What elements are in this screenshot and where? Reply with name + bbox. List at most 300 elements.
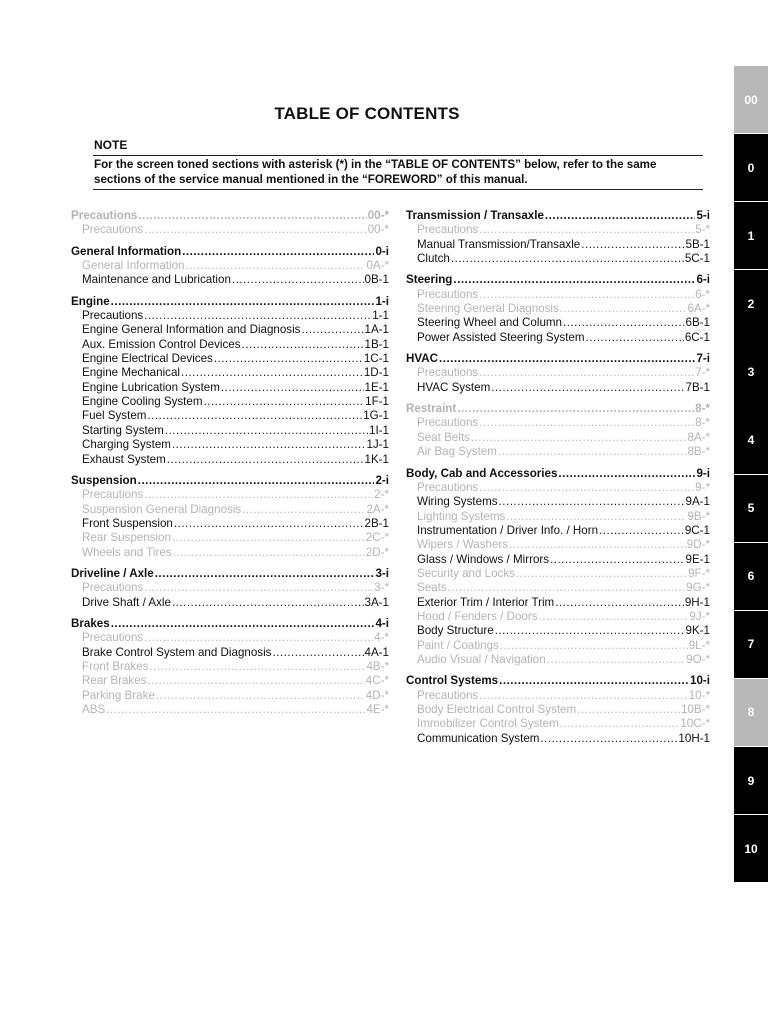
note-label: NOTE	[94, 138, 128, 152]
toc-entry[interactable]	[406, 288, 710, 302]
dot-leader	[182, 245, 374, 259]
toc-section-heading-label: Body, Cab and Accessories	[406, 466, 558, 480]
dot-leader	[555, 596, 684, 610]
dot-leader	[479, 288, 694, 302]
toc-entry[interactable]	[71, 488, 389, 502]
toc-entry-label: Maintenance and Lubrication	[82, 273, 231, 287]
dot-leader	[214, 352, 363, 366]
dot-leader	[491, 381, 684, 395]
toc-entry[interactable]	[406, 495, 710, 509]
toc-entry[interactable]	[71, 366, 389, 380]
toc-entry-page: 1D-1	[363, 366, 389, 380]
toc-entry-label: Precautions	[417, 480, 479, 494]
toc-section-heading-label: General Information	[71, 244, 182, 258]
toc-entry[interactable]	[406, 567, 710, 581]
toc-entry-label: Exterior Trim / Interior Trim	[417, 595, 555, 609]
toc-section-heading-label: Suspension	[71, 473, 137, 487]
dot-leader	[149, 660, 365, 674]
dot-leader	[560, 717, 680, 731]
toc-entry[interactable]	[71, 503, 389, 517]
toc-entry-label: Rear Brakes	[82, 674, 147, 688]
toc-entry[interactable]	[406, 252, 710, 266]
toc-entry[interactable]	[406, 366, 710, 380]
section-tab[interactable]: 2	[734, 270, 768, 337]
toc-entry[interactable]	[71, 546, 389, 560]
toc-entry[interactable]	[71, 689, 389, 703]
toc-section-heading-page: 5-i	[696, 209, 710, 222]
section-tab[interactable]: 1	[734, 202, 768, 269]
toc-entry-label: Aux. Emission Control Devices	[82, 337, 241, 351]
toc-entry-label: Wiring Systems	[417, 495, 498, 509]
dot-leader	[547, 653, 685, 667]
toc-entry[interactable]	[71, 517, 389, 531]
toc-section-heading-page: 8-*	[695, 402, 710, 416]
toc-entry[interactable]	[71, 674, 389, 688]
toc-entry-page: 2B-1	[364, 516, 389, 530]
toc-entry-label: Engine Cooling System	[82, 395, 203, 409]
toc-section-heading-label: Transmission / Transaxle	[406, 209, 544, 222]
page-title: TABLE OF CONTENTS	[274, 104, 460, 123]
toc-section-heading-label: Precautions	[71, 209, 138, 222]
toc-entry-page: 10B-*	[680, 703, 710, 716]
dot-leader	[581, 238, 684, 252]
dot-leader	[173, 546, 365, 560]
dot-leader	[586, 331, 684, 345]
toc-entry[interactable]	[71, 395, 389, 409]
dot-leader	[448, 581, 686, 595]
toc-entry-label: Lighting Systems	[417, 509, 506, 523]
toc-entry-page: 3-*	[374, 581, 389, 595]
toc-section-heading[interactable]	[406, 352, 710, 366]
dot-leader	[147, 409, 362, 423]
toc-entry-page: 2-*	[374, 488, 389, 502]
toc-entry-page: 9J-*	[689, 609, 710, 623]
toc-entry-label: Audio Visual / Navigation	[417, 652, 546, 666]
dot-leader	[563, 316, 684, 330]
toc-section-heading-page: 00-*	[367, 209, 389, 222]
toc-entry[interactable]	[406, 223, 710, 237]
toc-entry[interactable]	[71, 646, 389, 660]
dot-leader	[506, 510, 686, 524]
toc-entry[interactable]	[406, 596, 710, 610]
dot-leader	[138, 209, 366, 223]
toc-entry-label: Precautions	[417, 416, 479, 430]
toc-entry-label: Clutch	[417, 252, 450, 266]
dot-leader	[242, 503, 365, 517]
toc-entry[interactable]	[71, 581, 389, 595]
dot-leader	[111, 617, 375, 631]
dot-leader	[165, 424, 368, 438]
toc-entry-label: Precautions	[82, 631, 144, 645]
dot-leader	[471, 431, 687, 445]
toc-section-heading-label: Engine	[71, 294, 110, 308]
toc-section	[406, 352, 710, 395]
section-tab[interactable]: 8	[734, 679, 768, 746]
toc-entry-label: Precautions	[417, 688, 479, 702]
toc-entry-label: Rear Suspension	[82, 531, 171, 545]
section-tab[interactable]: 10	[734, 815, 768, 882]
dot-leader	[451, 252, 684, 266]
toc-section-heading[interactable]	[406, 467, 710, 481]
dot-leader	[242, 338, 364, 352]
toc-section	[406, 273, 710, 345]
toc-left-column	[71, 209, 389, 724]
dot-leader	[516, 567, 687, 581]
toc-entry-page: 9-*	[695, 480, 710, 494]
toc-entry-label: Suspension General Diagnosis	[82, 502, 242, 516]
toc-entry-label: Immobilizer Control System	[417, 717, 559, 731]
toc-entry-page: 9C-1	[684, 523, 710, 537]
dot-leader	[457, 402, 694, 416]
toc-entry-page: 10C-*	[680, 717, 710, 731]
dot-leader	[172, 596, 364, 610]
toc-entry-label: Precautions	[82, 309, 144, 323]
toc-entry[interactable]	[406, 238, 710, 252]
toc-section	[71, 245, 389, 288]
toc-entry[interactable]	[71, 338, 389, 352]
dot-leader	[558, 467, 695, 481]
toc-entry[interactable]	[71, 596, 389, 610]
section-tab[interactable]: 4	[734, 406, 768, 473]
toc-entry[interactable]	[71, 352, 389, 366]
toc-entry[interactable]	[406, 416, 710, 430]
toc-right-column	[406, 209, 710, 753]
section-tab[interactable]: 00	[734, 66, 768, 133]
toc-entry-label: Body Structure	[417, 624, 494, 638]
toc-entry-label: Parking Brake	[82, 688, 155, 702]
toc-entry[interactable]	[71, 424, 389, 438]
toc-entry[interactable]	[406, 481, 710, 495]
toc-entry-label: Front Suspension	[82, 516, 173, 530]
toc-entry-label: Paint / Coatings	[417, 638, 499, 652]
dot-leader	[185, 259, 365, 273]
dot-leader	[540, 732, 677, 746]
dot-leader	[479, 481, 694, 495]
toc-entry[interactable]	[71, 259, 389, 273]
toc-section-heading[interactable]	[71, 567, 389, 581]
section-tab[interactable]: 5	[734, 475, 768, 542]
toc-entry[interactable]	[71, 531, 389, 545]
dot-leader	[144, 631, 373, 645]
dot-leader	[106, 703, 365, 717]
toc-entry-page: 6C-1	[684, 330, 710, 344]
toc-entry-label: Front Brakes	[82, 659, 149, 673]
toc-entry-page: 4-*	[374, 631, 389, 645]
dot-leader	[156, 689, 365, 703]
toc-entry-label: Brake Control System and Diagnosis	[82, 645, 272, 659]
toc-section-heading-label: Control Systems	[406, 674, 499, 688]
dot-leader	[479, 366, 694, 380]
toc-entry-label: Seats	[417, 581, 447, 595]
toc-entry[interactable]	[406, 302, 710, 316]
toc-entry-label: Body Electrical Control System	[417, 703, 577, 716]
toc-entry[interactable]	[406, 689, 710, 703]
dot-leader	[147, 674, 364, 688]
toc-entry-page: 1I-1	[369, 423, 389, 437]
toc-entry-label: Engine General Information and Diagnosis	[82, 323, 301, 337]
toc-entry-label: Precautions	[82, 488, 144, 502]
toc-entry[interactable]	[406, 639, 710, 653]
toc-entry-page: 4D-*	[365, 688, 389, 702]
toc-entry-page: 7-*	[695, 366, 710, 380]
toc-entry-label: Power Assisted Steering System	[417, 330, 585, 344]
toc-entry-label: Precautions	[82, 223, 144, 237]
toc-entry-label: Precautions	[417, 287, 479, 301]
toc-entry-label: Fuel System	[82, 409, 147, 423]
toc-entry-label: Seat Belts	[417, 430, 470, 444]
toc-entry-page: 0B-1	[364, 273, 389, 287]
toc-entry-page: 2A-*	[366, 502, 389, 516]
toc-entry-page: 9G-*	[686, 581, 710, 595]
dot-leader	[174, 517, 364, 531]
toc-entry[interactable]	[406, 553, 710, 567]
toc-entry[interactable]	[406, 510, 710, 524]
toc-entry-page: 1B-1	[364, 337, 389, 351]
toc-entry-page: 9D-*	[686, 538, 710, 552]
toc-entry-label: General Information	[82, 259, 185, 273]
dot-leader	[172, 438, 366, 452]
section-tab[interactable]: 6	[734, 543, 768, 610]
dot-leader	[144, 488, 373, 502]
dot-leader	[172, 531, 365, 545]
dot-leader	[155, 567, 375, 581]
toc-entry[interactable]	[71, 409, 389, 423]
toc-section	[71, 567, 389, 610]
toc-entry[interactable]	[71, 453, 389, 467]
toc-entry-label: Starting System	[82, 423, 164, 437]
dot-leader	[138, 474, 375, 488]
toc-entry[interactable]	[71, 223, 389, 237]
toc-entry[interactable]	[406, 653, 710, 667]
toc-entry-page: 10-*	[688, 688, 710, 702]
toc-entry-page: 2C-*	[365, 531, 389, 545]
section-tabs	[734, 66, 768, 883]
toc-entry-page: 1E-1	[364, 380, 389, 394]
toc-entry-page: 4C-*	[365, 674, 389, 688]
toc-section	[406, 402, 710, 459]
dot-leader	[144, 223, 366, 237]
toc-section	[71, 474, 389, 560]
toc-section-heading-page: 3-i	[375, 566, 389, 580]
toc-entry-label: Communication System	[417, 731, 540, 745]
dot-leader	[599, 524, 684, 538]
toc-entry[interactable]	[406, 581, 710, 595]
toc-section-heading[interactable]	[406, 674, 710, 688]
toc-section-heading-label: HVAC	[406, 352, 438, 366]
toc-section-heading-page: 2-i	[375, 473, 389, 487]
toc-entry-label: Precautions	[417, 366, 479, 380]
toc-entry-page: 1C-1	[363, 352, 389, 366]
dot-leader	[181, 366, 363, 380]
toc-section	[406, 467, 710, 668]
toc-entry-page: 6-*	[695, 287, 710, 301]
dot-leader	[144, 309, 371, 323]
toc-entry[interactable]	[406, 624, 710, 638]
toc-entry-label: Engine Mechanical	[82, 366, 180, 380]
toc-entry-page: 9K-1	[685, 624, 710, 638]
toc-entry-label: Hood / Fenders / Doors	[417, 609, 538, 623]
toc-section-heading[interactable]	[71, 474, 389, 488]
toc-section-heading[interactable]	[406, 209, 710, 223]
toc-entry[interactable]	[71, 381, 389, 395]
toc-entry[interactable]	[71, 438, 389, 452]
toc-entry[interactable]	[71, 660, 389, 674]
toc-entry-label: Manual Transmission/Transaxle	[417, 237, 581, 251]
dot-leader	[539, 610, 689, 624]
dot-leader	[500, 639, 688, 653]
toc-entry-page: 1F-1	[365, 395, 389, 409]
toc-entry-page: 8A-*	[687, 430, 710, 444]
toc-section-heading-page: 9-i	[696, 466, 710, 480]
toc-entry-page: 6A-*	[687, 302, 710, 316]
toc-section-heading-label: Restraint	[406, 402, 457, 416]
toc-entry-label: Engine Lubrication System	[82, 380, 220, 394]
toc-entry-page: 3A-1	[364, 595, 389, 609]
toc-entry-page: 10H-1	[678, 731, 710, 745]
section-tab[interactable]: 7	[734, 611, 768, 678]
toc-entry-page: 8B-*	[687, 445, 710, 459]
toc-section-heading-page: 10-i	[690, 674, 710, 688]
toc-entry[interactable]	[71, 631, 389, 645]
toc-entry[interactable]	[71, 273, 389, 287]
toc-entry-page: 0A-*	[366, 259, 389, 273]
section-tab[interactable]: 3	[734, 338, 768, 405]
dot-leader	[479, 223, 694, 237]
toc-entry-label: HVAC System	[417, 380, 491, 394]
dot-leader	[499, 674, 689, 688]
toc-entry-page: 2D-*	[365, 545, 389, 559]
toc-section-heading[interactable]	[71, 617, 389, 631]
toc-entry[interactable]	[406, 703, 710, 717]
toc-entry-label: ABS	[82, 703, 106, 716]
toc-entry-page: 7B-1	[685, 380, 710, 394]
toc-section	[71, 295, 389, 467]
dot-leader	[577, 703, 680, 717]
toc-entry[interactable]	[406, 732, 710, 746]
toc-entry-label: Security and Locks	[417, 566, 515, 580]
dot-leader	[560, 302, 687, 316]
section-tab[interactable]: 0	[734, 134, 768, 201]
toc-entry[interactable]	[71, 309, 389, 323]
dot-leader	[509, 538, 686, 552]
toc-section-heading-page: 0-i	[375, 244, 389, 258]
toc-entry-label: Glass / Windows / Mirrors	[417, 552, 550, 566]
dot-leader	[204, 395, 365, 409]
toc-entry[interactable]	[71, 703, 389, 717]
toc-section-heading[interactable]	[406, 273, 710, 287]
toc-entry-page: 00-*	[367, 223, 389, 237]
toc-entry[interactable]	[406, 381, 710, 395]
dot-leader	[479, 689, 687, 703]
toc-section-heading[interactable]	[406, 402, 710, 416]
toc-section	[406, 674, 710, 746]
toc-entry[interactable]	[406, 316, 710, 330]
dot-leader	[221, 381, 364, 395]
toc-section-heading-page: 6-i	[696, 273, 710, 287]
toc-entry[interactable]	[406, 331, 710, 345]
dot-leader	[479, 416, 694, 430]
toc-entry-page: 9H-1	[684, 595, 710, 609]
toc-entry-label: Steering General Diagnosis	[417, 302, 559, 316]
toc-entry-label: Drive Shaft / Axle	[82, 595, 171, 609]
toc-entry-page: 9L-*	[688, 638, 710, 652]
toc-entry-page: 1A-1	[364, 323, 389, 337]
dot-leader	[550, 553, 684, 567]
toc-section	[71, 617, 389, 717]
toc-entry-page: 1G-1	[363, 409, 389, 423]
toc-section-heading[interactable]	[71, 295, 389, 309]
toc-entry-page: 1-1	[372, 309, 389, 323]
toc-entry[interactable]	[406, 431, 710, 445]
toc-section	[71, 209, 389, 238]
toc-entry-page: 5-*	[695, 223, 710, 237]
toc-entry-page: 9O-*	[686, 652, 710, 666]
toc-entry-page: 1J-1	[366, 438, 389, 452]
toc-entry-page: 5C-1	[684, 252, 710, 266]
dot-leader	[453, 273, 695, 287]
toc-entry-label: Wheels and Tires	[82, 545, 172, 559]
dot-leader	[167, 453, 364, 467]
toc-entry-page: 9A-1	[685, 495, 710, 509]
toc-section-heading-page: 1-i	[375, 294, 389, 308]
section-tab[interactable]: 9	[734, 747, 768, 814]
toc-entry-label: Charging System	[82, 438, 171, 452]
dot-leader	[111, 295, 375, 309]
dot-leader	[495, 624, 685, 638]
toc-entry-label: Instrumentation / Driver Info. / Horn	[417, 523, 599, 537]
toc-entry-label: Precautions	[82, 581, 144, 595]
dot-leader	[232, 273, 364, 287]
toc-entry[interactable]	[406, 538, 710, 552]
toc-entry[interactable]	[406, 524, 710, 538]
toc-entry-page: 4E-*	[366, 703, 389, 716]
toc-entry[interactable]	[71, 323, 389, 337]
dot-leader	[439, 352, 695, 366]
toc-entry-page: 4A-1	[364, 645, 389, 659]
toc-entry[interactable]	[406, 445, 710, 459]
dot-leader	[144, 581, 373, 595]
toc-entry[interactable]	[406, 717, 710, 731]
toc-entry-label: Engine Electrical Devices	[82, 352, 213, 366]
dot-leader	[545, 209, 696, 223]
note-text: For the screen toned sections with asterisk (*) in the “TABLE OF CONTENTS” below, refer to the same sections of the service manual mentioned in the “FOREWORD” of this manual.	[93, 155, 703, 190]
toc-entry-page: 4B-*	[366, 659, 389, 673]
toc-entry-label: Wipers / Washers	[417, 538, 509, 552]
toc-section	[406, 209, 710, 266]
toc-entry-page: 6B-1	[685, 316, 710, 330]
dot-leader	[272, 646, 363, 660]
toc-entry-page: 9B-*	[687, 509, 710, 523]
toc-entry[interactable]	[406, 610, 710, 624]
toc-section-heading[interactable]	[71, 209, 389, 223]
toc-section-heading-label: Steering	[406, 273, 453, 287]
toc-entry-label: Steering Wheel and Column	[417, 316, 563, 330]
toc-section-heading[interactable]	[71, 245, 389, 259]
toc-entry-page: 9E-1	[685, 552, 710, 566]
toc-entry-page: 9F-*	[688, 566, 710, 580]
dot-leader	[498, 445, 687, 459]
dot-leader	[499, 495, 685, 509]
toc-entry-page: 5B-1	[685, 237, 710, 251]
toc-entry-label: Air Bag System	[417, 445, 497, 459]
toc-section-heading-label: Brakes	[71, 616, 110, 630]
toc-section-heading-label: Driveline / Axle	[71, 566, 154, 580]
toc-section-heading-page: 4-i	[375, 616, 389, 630]
toc-entry-label: Exhaust System	[82, 452, 166, 466]
toc-entry-page: 8-*	[695, 416, 710, 430]
dot-leader	[301, 323, 363, 337]
toc-entry-label: Precautions	[417, 223, 479, 237]
